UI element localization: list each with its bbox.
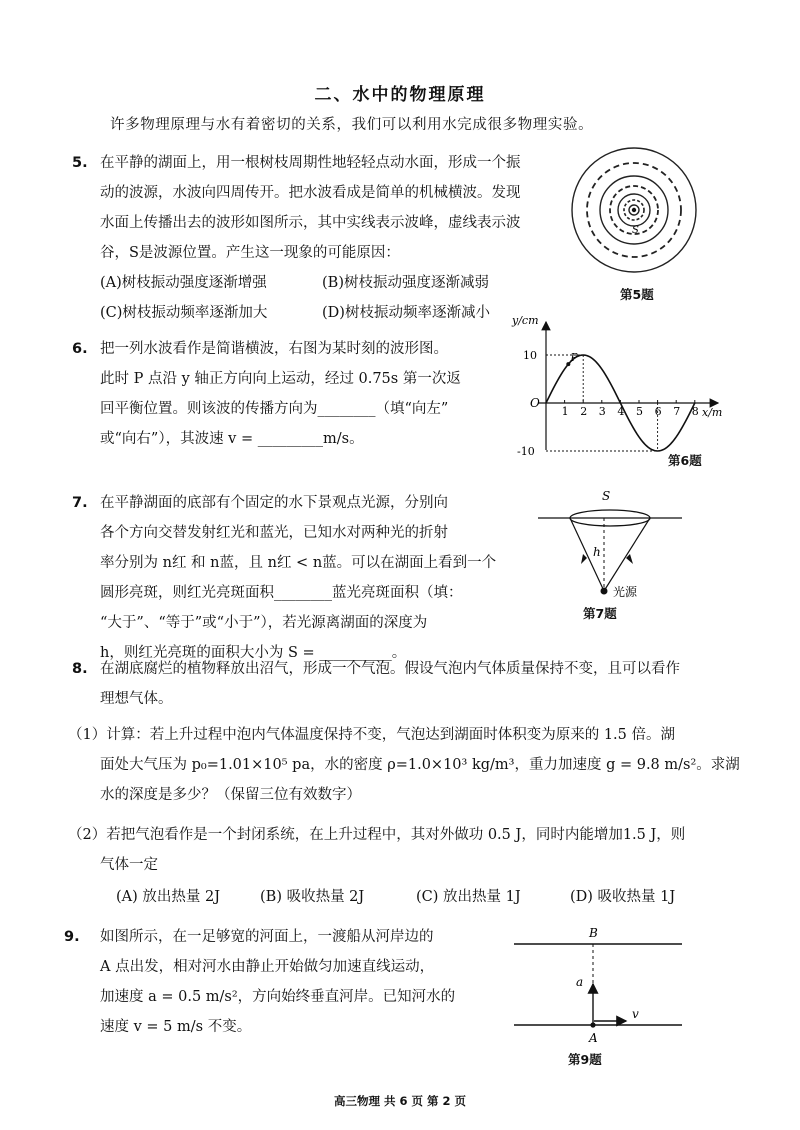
option-b: (B)树枝振动强度逐渐减弱 [322,275,489,291]
point-p-label: P [570,351,578,365]
question-text-line: 在湖底腐烂的植物释放出沼气，形成一个气泡。假设气泡内气体质量保持不变，且可以看作 [100,661,680,677]
figure-caption: 第7题 [583,606,617,621]
label-a: A [589,1031,598,1045]
option-c: (C)树枝振动频率逐渐加大 [100,305,268,321]
question-text-line: “大于”、“等于”或“小于”），若光源离湖面的深度为 [100,615,428,631]
question-text-line: 或“向右”），其波速 v = _________m/s。 [100,431,364,447]
question-text-line: 率分别为 n红 和 n蓝，且 n红 < n蓝。可以在湖面上看到一个 [100,555,497,571]
figure-caption: 第6题 [668,453,702,468]
option-a: (A) 放出热量 2J [116,889,221,905]
question-number: 8. [72,661,88,677]
x-tick-label: 2 [580,405,588,418]
label-velocity: v [632,1007,639,1021]
page-footer: 高三物理 共 6 页 第 2 页 [333,1094,467,1108]
light-ray [604,518,650,591]
question-text-line: 动的波源，水波向四周传开。把水波看成是简单的机械横波。发现 [100,185,521,201]
x-tick-label: 8 [691,405,699,418]
x-tick-label: 6 [654,405,662,418]
part-1-line: 面处大气压为 p₀=1.01×10⁵ pa，水的密度 ρ=1.0×10³ kg/m³，重力加速度 g = 9.8 m/s²。求湖 [100,757,740,773]
x-tick-label: 1 [561,405,569,418]
question-number: 5. [72,155,88,171]
question-text-line: 加速度 a = 0.5 m/s²，方向始终垂直河岸。已知河水的 [100,989,456,1005]
question-text-line: 各个方向交替发射红光和蓝光，已知水对两种光的折射 [100,525,448,541]
source-label: S [632,225,639,236]
figure-caption: 第9题 [568,1052,602,1067]
source-label: 光源 [613,585,638,599]
x-tick-label: 7 [673,405,681,418]
question-text-line: A 点出发，相对河水由静止开始做匀加速直线运动， [100,959,435,975]
question-text-line: 如图所示，在一足够宽的河面上，一渡船从河岸边的 [100,929,434,945]
part-1-line: 水的深度是多少？（保留三位有效数字） [100,787,361,803]
source-dot [632,208,636,212]
option-a: (A)树枝振动强度逐渐增强 [100,275,267,291]
option-b: (B) 吸收热量 2J [260,889,365,905]
part-2-line: （2）若把气泡看作是一个封闭系统，在上升过程中，其对外做功 0.5 J，同时内能增加1.5 J，则 [68,827,686,843]
part-1-line: （1）计算：若上升过程中泡内气体温度保持不变，气泡达到湖面时体积变为原来的 1.5 倍。湖 [68,727,675,743]
x-axis-label: x/m [702,406,723,419]
question-text-line: 回平衡位置。则该波的传播方向为________（填“向左” [100,401,449,417]
ray-arrow [581,554,587,564]
section-intro: 许多物理原理与水有着密切的关系，我们可以利用水完成很多物理实验。 [110,117,594,133]
option-d: (D)树枝振动频率逐渐减小 [322,305,490,321]
section-title: 二、水中的物理原理 [314,85,486,105]
question-text-line: 把一列水波看作是简谐横波，右图为某时刻的波形图。 [100,341,448,357]
tick-labels [517,349,699,455]
question-number: 7. [72,495,88,511]
x-tick-label: 3 [598,405,606,418]
point-a-dot [590,1022,595,1027]
top-label: S [602,489,611,503]
wave-graph [508,310,730,455]
river-figure [510,924,690,1046]
part-2-line: 气体一定 [100,857,158,873]
label-acceleration: a [576,975,584,989]
question-text-line: 水面上传播出去的波形如图所示，其中实线表示波峰，虚线表示波 [100,215,521,231]
question-text-line: 在平静湖面的底部有个固定的水下景观点光源，分别向 [100,495,448,511]
label-b: B [589,926,598,940]
depth-label: h [593,545,601,559]
y-axis-label: y/cm [512,314,539,327]
question-text-line: 速度 v = 5 m/s 不变。 [100,1019,252,1035]
question-number: 6. [72,341,88,357]
question-text-line: h，则红光亮斑的面积大小为 S = __________。 [100,645,407,661]
question-text-line: 理想气体。 [100,691,173,707]
question-text-line: 此时 P 点沿 y 轴正方向向上运动，经过 0.75s 第一次返 [100,371,461,387]
y-tick-label: 10 [523,349,537,362]
light-source-dot [601,588,608,595]
option-c: (C) 放出热量 1J [416,889,521,905]
figure-caption: 第5题 [620,287,654,302]
light-cone-figure [538,484,684,602]
question-text-line: 在平静的湖面上，用一根树枝周期性地轻轻点动水面，形成一个振 [100,155,521,171]
question-text-line: 圆形亮斑，则红光亮斑面积________蓝光亮斑面积（填： [100,585,463,601]
ripple-figure [568,142,708,282]
y-tick-label: -10 [517,445,535,455]
question-number: 9. [64,929,80,945]
x-tick-label: 5 [636,405,643,418]
question-text-line: 谷，S是波源位置。产生这一现象的可能原因： [100,245,400,261]
origin-label: O [530,396,540,410]
option-d: (D) 吸收热量 1J [570,889,676,905]
x-tick-label: 4 [617,405,625,418]
